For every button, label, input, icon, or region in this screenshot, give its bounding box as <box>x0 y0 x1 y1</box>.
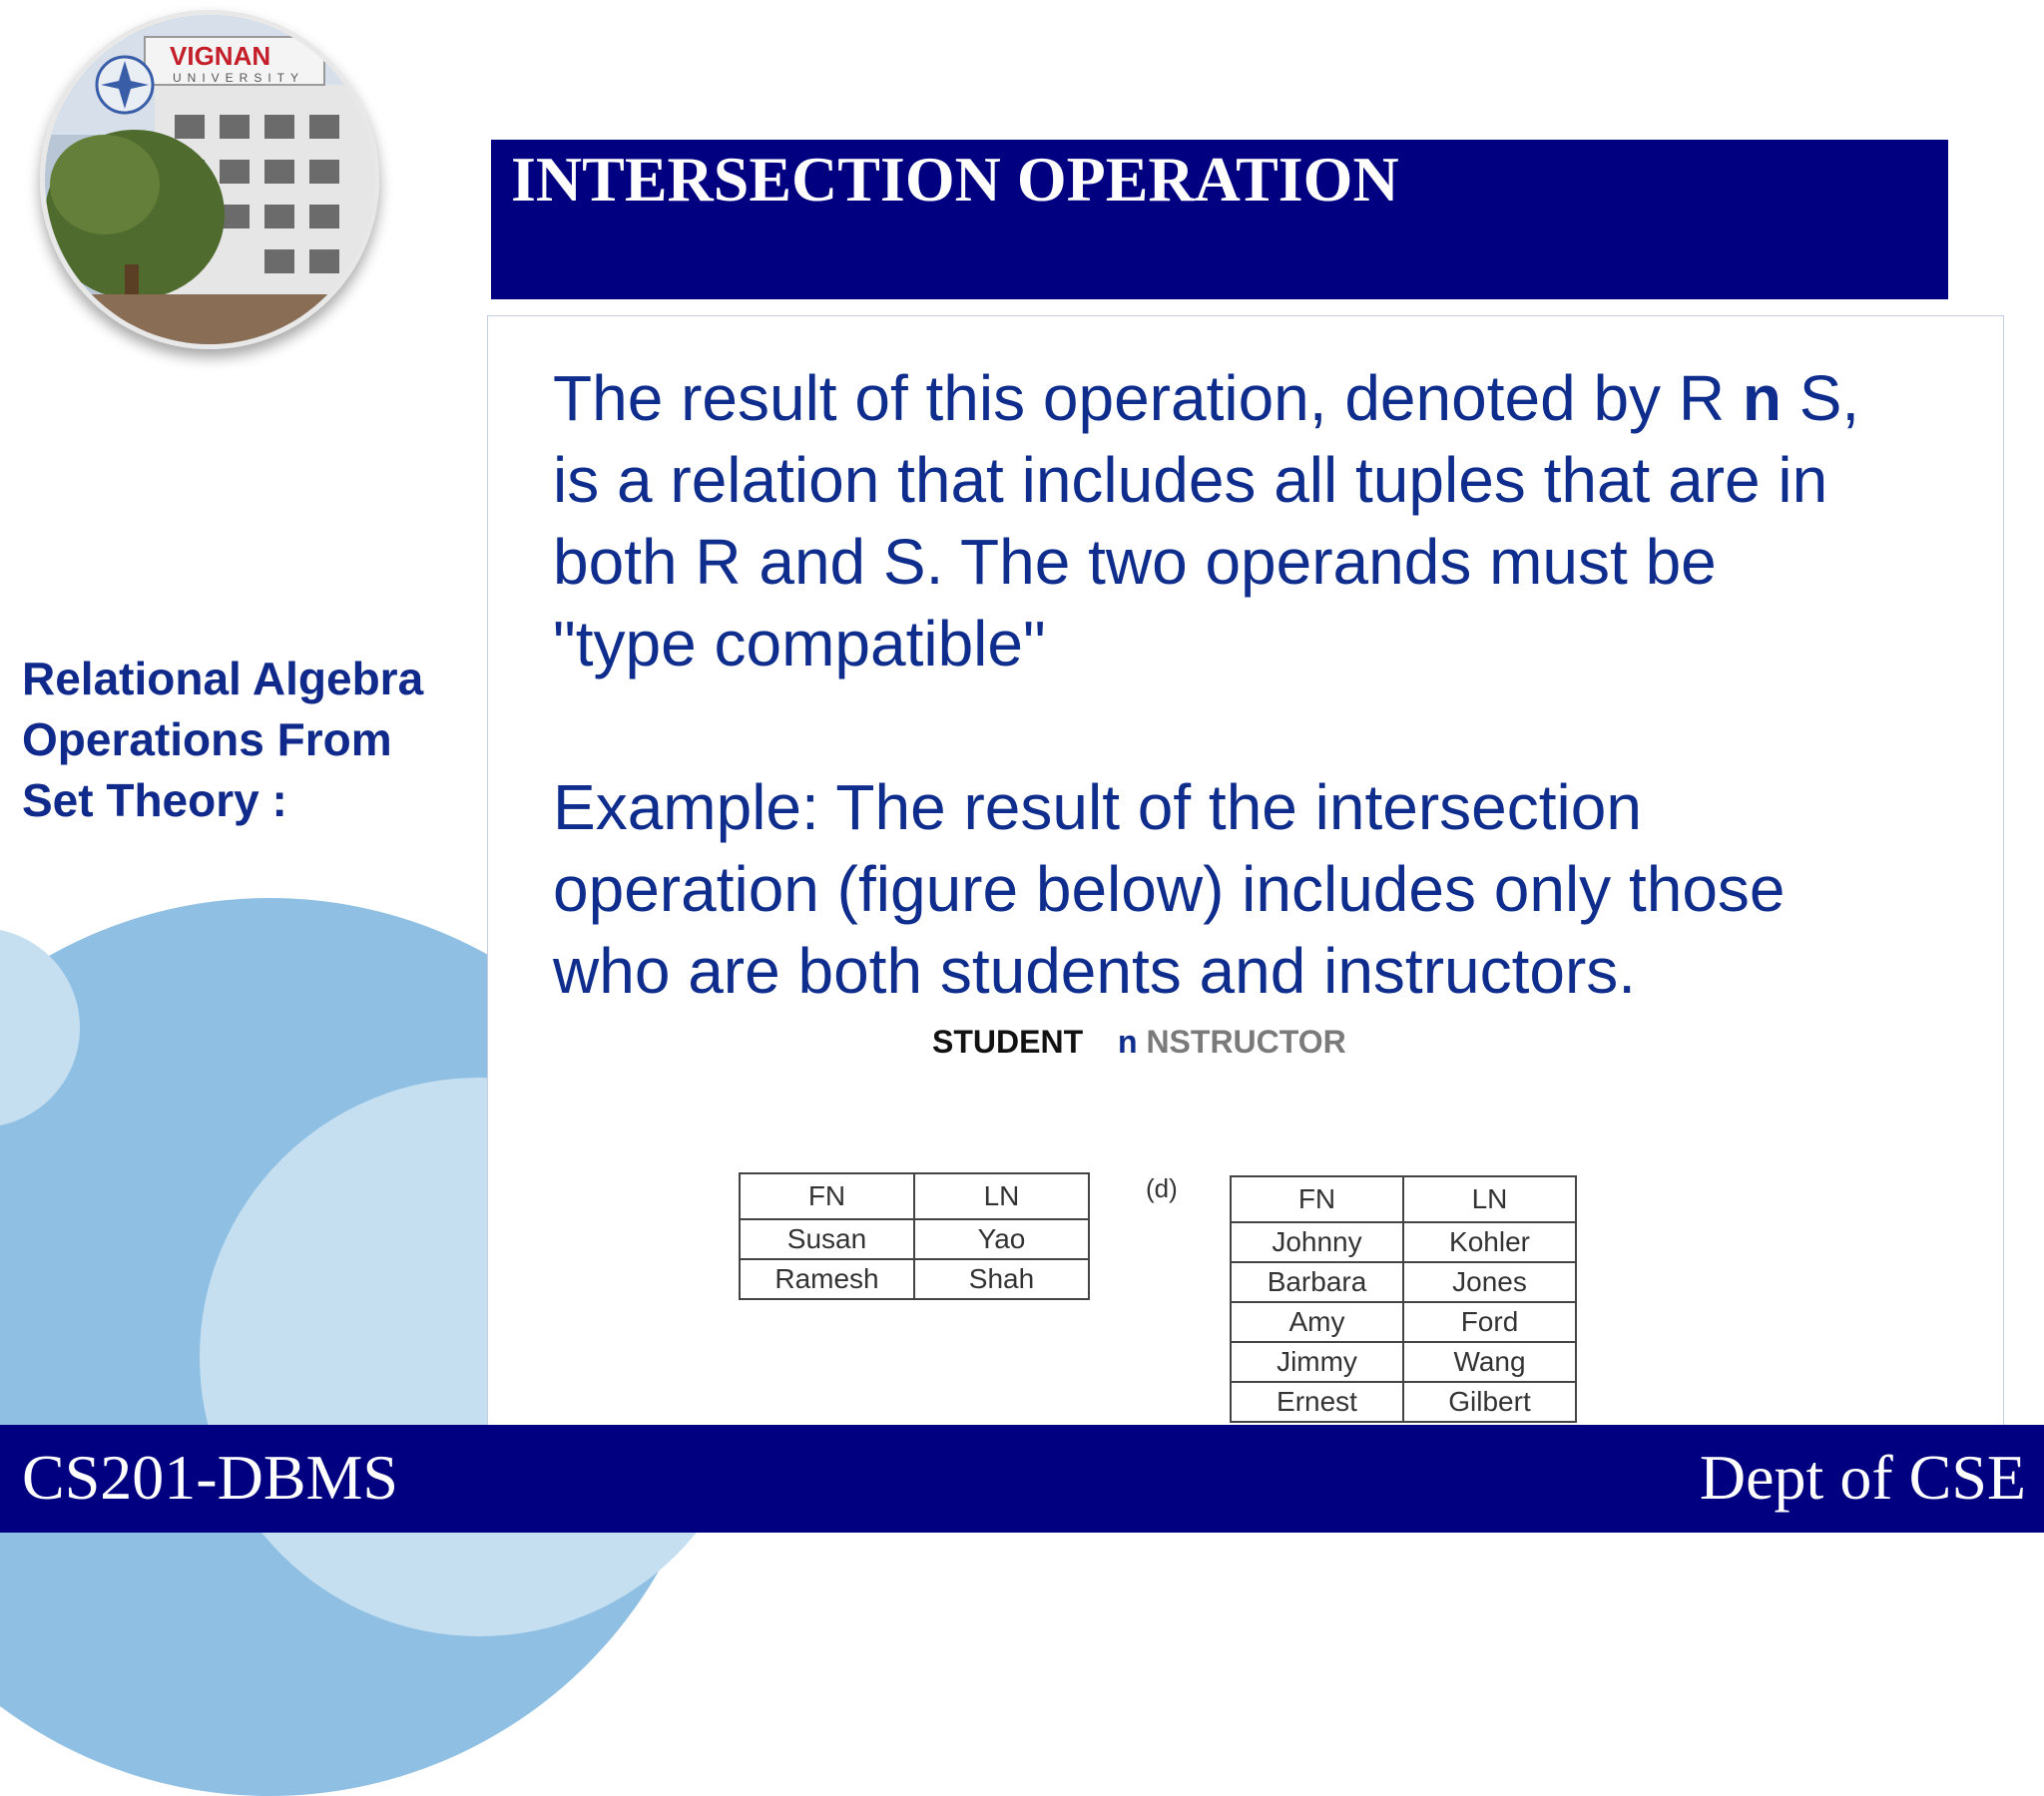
table-cell: Amy <box>1231 1302 1403 1342</box>
section-label <box>22 649 423 831</box>
table-cell: Ford <box>1403 1302 1576 1342</box>
department-name: Dept of CSE <box>1699 1442 2026 1513</box>
definition-line: is a relation that includes all tuples that are in <box>553 444 1828 516</box>
table-header-cell: LN <box>1403 1176 1576 1222</box>
table-cell: Ramesh <box>740 1259 914 1299</box>
table-cell: Johnny <box>1231 1222 1403 1262</box>
slide-title-bar <box>491 140 1948 299</box>
example-line: who are both students and instructors. <box>553 935 1637 1007</box>
logo-subtitle: UNIVERSITY <box>173 71 305 85</box>
table-cell: Barbara <box>1231 1262 1403 1302</box>
table-row <box>1231 1302 1576 1342</box>
table-cell: Jimmy <box>1231 1342 1403 1382</box>
figure-part-label: (d) <box>1146 1173 1178 1203</box>
table-row <box>740 1219 1089 1259</box>
example-line: operation (figure below) includes only those <box>553 853 1786 925</box>
table-header-cell: FN <box>740 1173 914 1219</box>
caption-symbol: n <box>1118 1024 1138 1060</box>
intersection-symbol: n <box>1742 362 1782 434</box>
definition-line: both R and S. The two operands must be <box>553 526 1717 598</box>
table-cell: Wang <box>1403 1342 1576 1382</box>
section-label-line: Set Theory : <box>22 774 287 826</box>
definition-text: The result of this operation, denoted by R <box>553 362 1743 434</box>
course-code: CS201-DBMS <box>22 1442 398 1513</box>
table-cell: Yao <box>914 1219 1089 1259</box>
university-logo <box>40 10 379 349</box>
table-row <box>1231 1342 1576 1382</box>
table-cell: Kohler <box>1403 1222 1576 1262</box>
table-header-cell: FN <box>1231 1176 1403 1222</box>
table-row <box>740 1259 1089 1299</box>
table-header-row <box>1231 1176 1576 1222</box>
section-label-line: Operations From <box>22 713 392 765</box>
example-line: Example: The result of the intersection <box>553 771 1642 843</box>
slide-title: INTERSECTION OPERATION <box>511 144 1399 215</box>
section-label-line: Relational Algebra <box>22 653 424 704</box>
slide-footer <box>0 1425 2044 1533</box>
relation-table <box>1230 1175 1577 1423</box>
table-header-cell: LN <box>914 1173 1089 1219</box>
table-cell: Ernest <box>1231 1382 1403 1422</box>
table-cell: Gilbert <box>1403 1382 1576 1422</box>
table-cell: Susan <box>740 1219 914 1259</box>
caption-student: STUDENT <box>932 1024 1084 1060</box>
definition-line: "type compatible" <box>553 608 1046 679</box>
table-row <box>1231 1262 1576 1302</box>
logo-name: VIGNAN <box>170 41 271 71</box>
table-cell: Shah <box>914 1259 1089 1299</box>
caption-instructor: NSTRUCTOR <box>1146 1024 1346 1060</box>
table-header-row <box>740 1173 1089 1219</box>
figure-caption <box>932 1024 1346 1061</box>
definition-text: S, <box>1781 362 1860 434</box>
table-cell: Jones <box>1403 1262 1576 1302</box>
definition-line <box>553 357 1859 439</box>
table-row <box>1231 1382 1576 1422</box>
intersection-result-table <box>739 1172 1090 1300</box>
table-row <box>1231 1222 1576 1262</box>
